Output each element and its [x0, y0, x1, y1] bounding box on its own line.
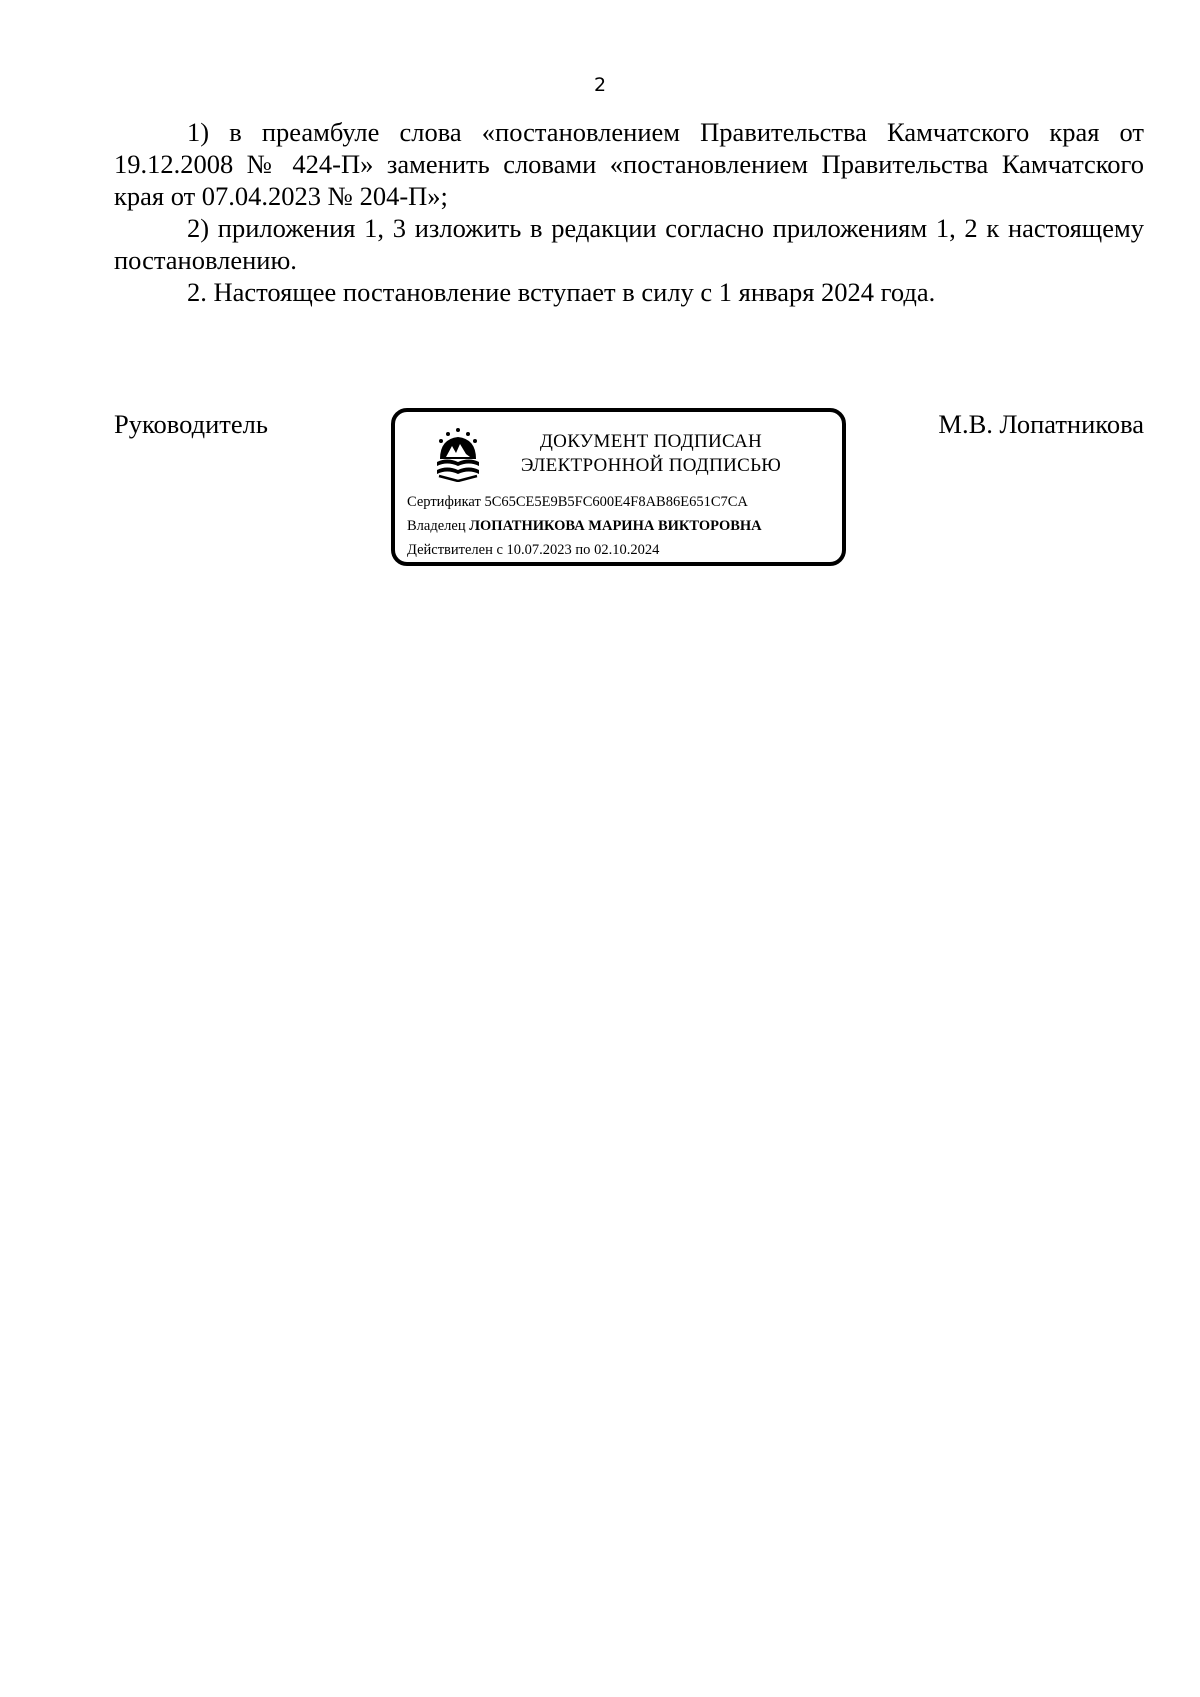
stamp-owner: [407, 516, 762, 536]
page-number: 2: [593, 74, 607, 96]
validity-to-label: по: [575, 542, 591, 558]
kamchatka-emblem-icon: [433, 426, 483, 482]
paragraph-item-3: 2. Настоящее постановление вступает в силу с 1 января 2024 года.: [187, 277, 936, 307]
stamp-validity: [407, 540, 659, 560]
certificate-label: Сертификат: [407, 494, 481, 510]
validity-to: 02.10.2024: [594, 542, 660, 558]
stamp-title: [491, 430, 811, 478]
owner-label: Владелец: [407, 518, 466, 534]
validity-from: 10.07.2023: [506, 542, 572, 558]
paragraph-item-2: 2) приложения 1, 3 изложить в редакции согласно приложениям 1, 2 к настоящему постановлению.: [114, 213, 1144, 275]
paragraph-item-1: 1) в преамбуле слова «постановлением Правительства Камчатского края от 19.12.2008 № 424-П» заменить словами «постановлением Правительства Камчатского края от 07.04.2023 № 204-П»;: [114, 117, 1144, 211]
signer-position: Руководитель: [114, 409, 268, 439]
stamp-certificate: [407, 492, 748, 512]
validity-label: Действителен с: [407, 542, 503, 558]
electronic-signature-stamp: [391, 408, 846, 566]
owner-value: ЛОПАТНИКОВА МАРИНА ВИКТОРОВНА: [469, 518, 762, 534]
document-body: [114, 116, 1144, 308]
stamp-title-line-2: ЭЛЕКТРОННОЙ ПОДПИСЬЮ: [520, 455, 782, 476]
stamp-title-line-1: ДОКУМЕНТ ПОДПИСАН: [539, 431, 763, 452]
signer-name: М.В. Лопатникова: [938, 409, 1144, 439]
certificate-value: 5C65CE5E9B5FC600E4F8AB86E651C7CA: [484, 494, 748, 510]
